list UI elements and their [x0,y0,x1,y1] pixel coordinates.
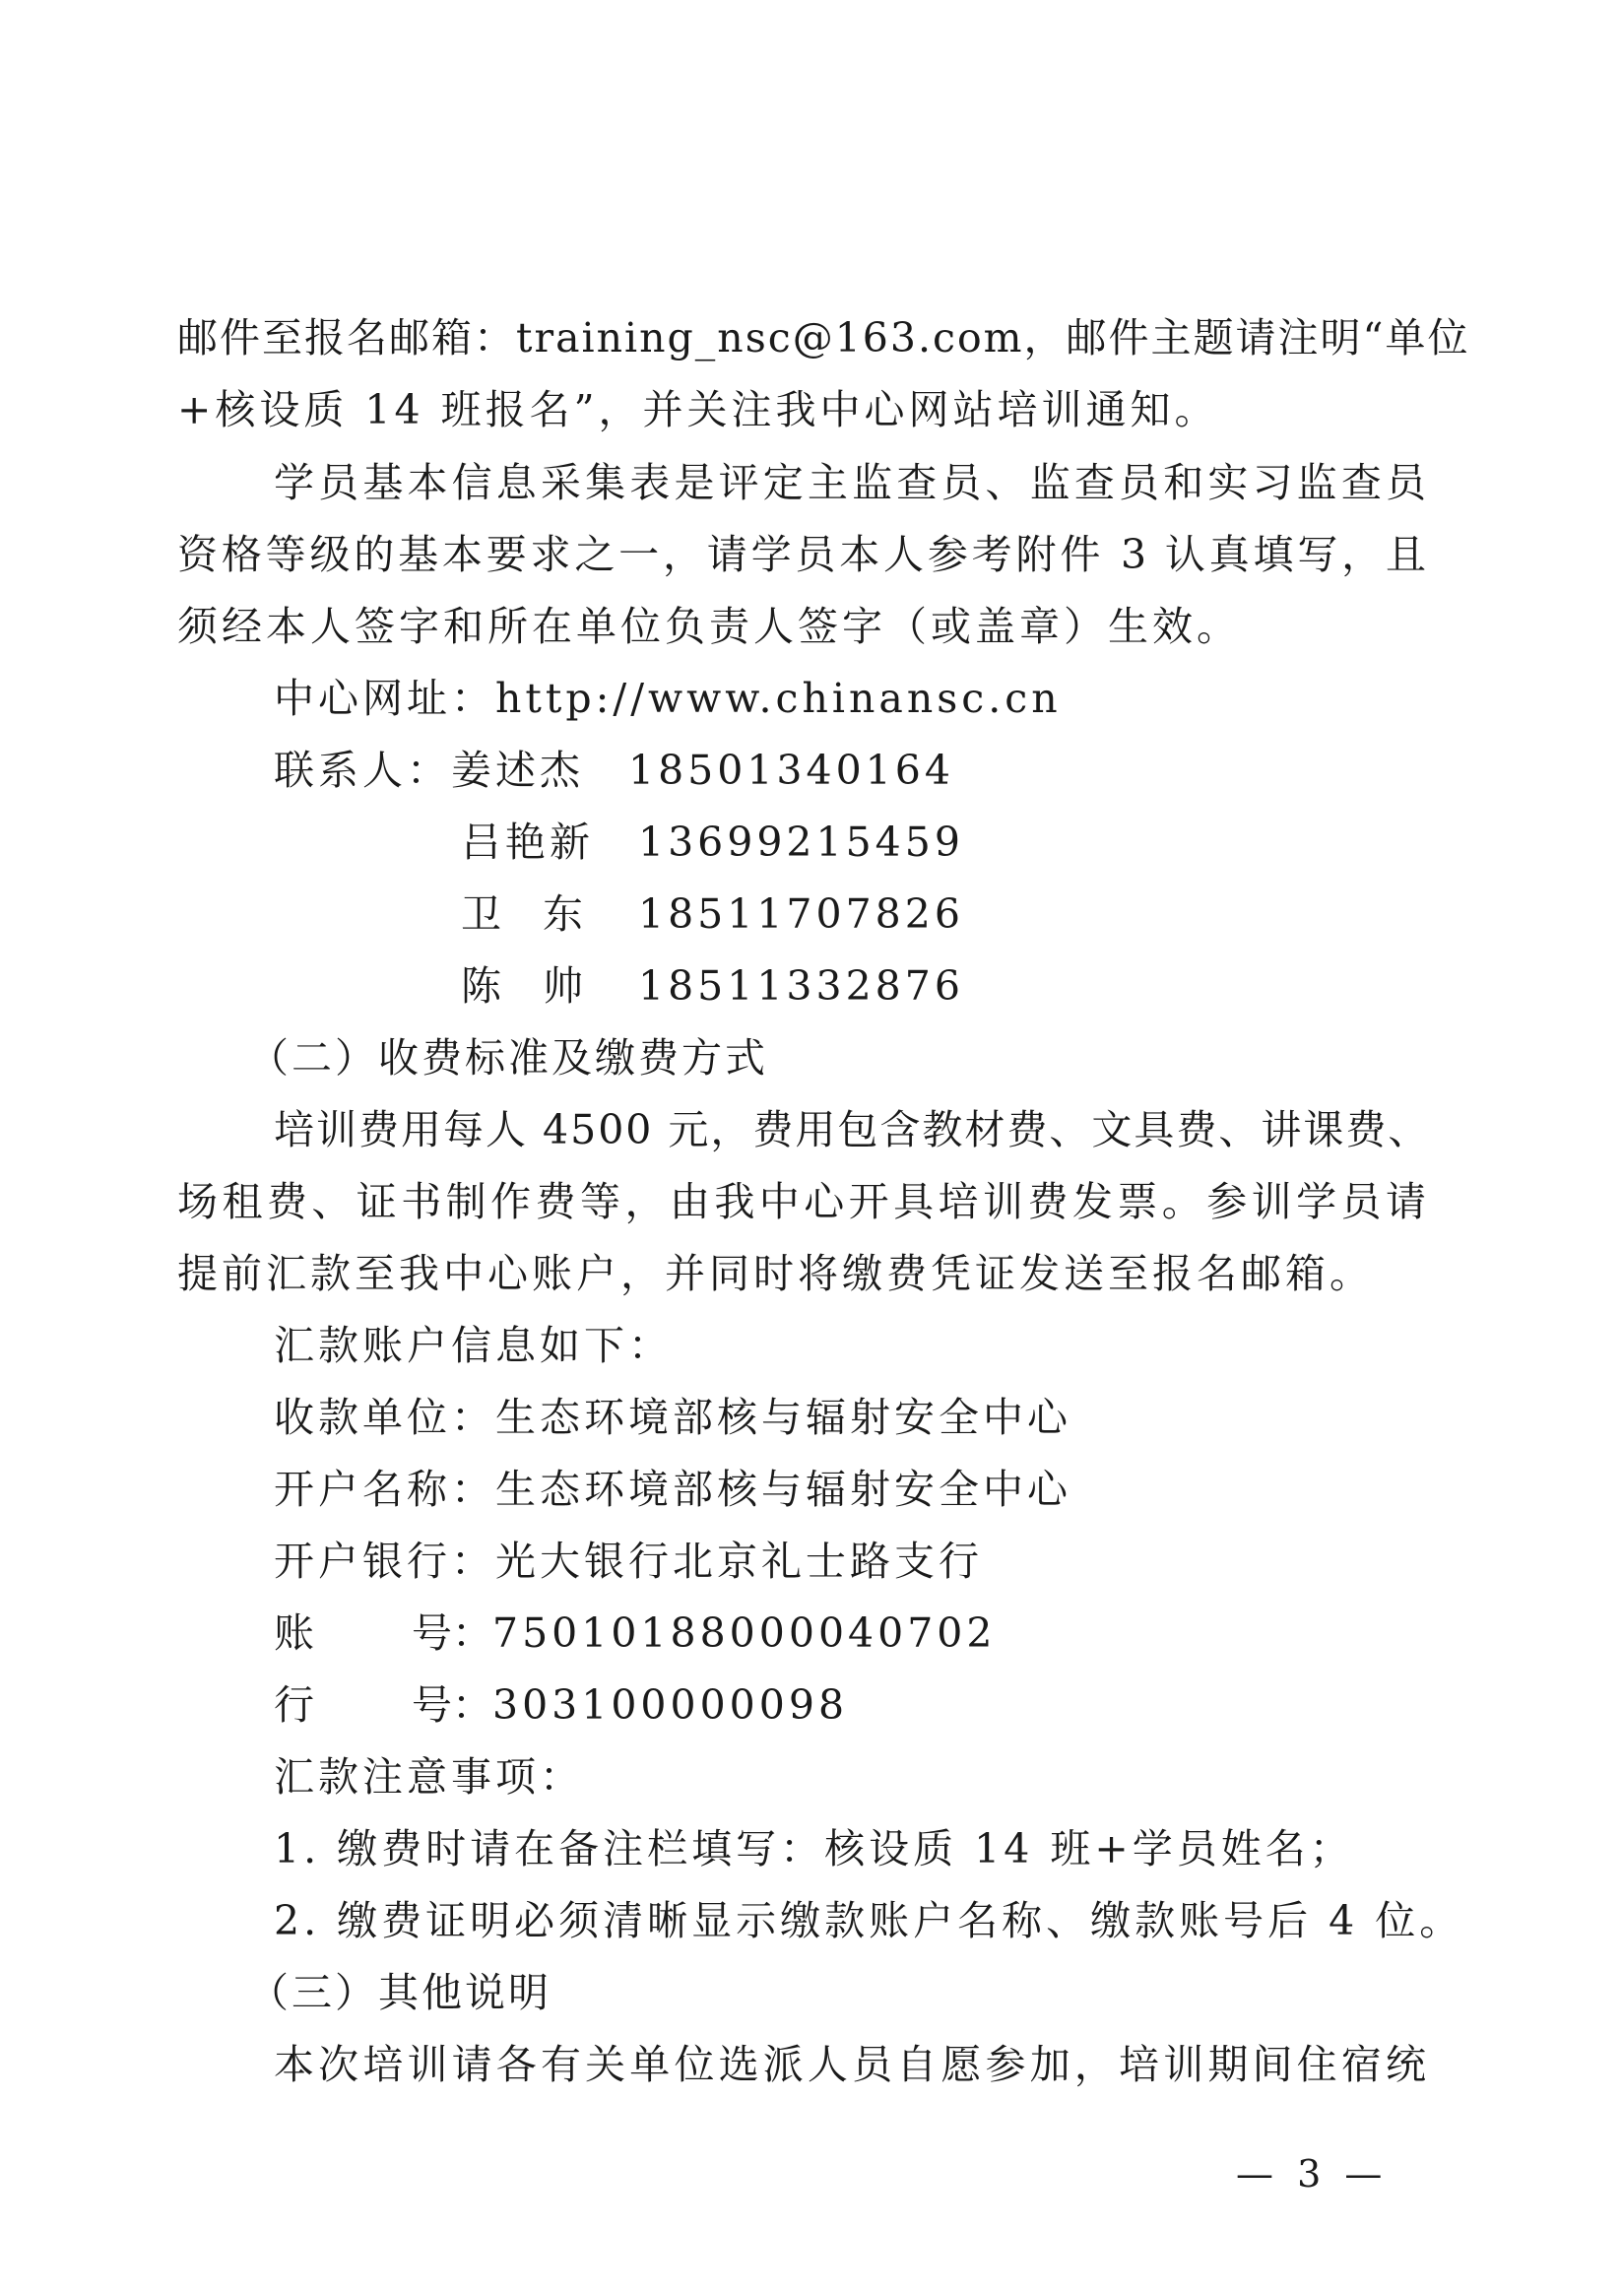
page-number: — 3 — [1236,2152,1389,2196]
account-number-row [274,1606,1524,1661]
contact-name: 姜述杰 [451,747,584,794]
website-line: 中心网址：http://www.chinansc.cn [274,675,1062,722]
account-bank: 开户银行：光大银行北京礼士路支行 [274,1538,983,1585]
section-heading-fees: （二）收费标准及缴费方式 [248,1034,768,1082]
fees-line-2: 场租费、证书制作费等，由我中心开具培训费发票。参训学员请 [177,1178,1428,1225]
contact-row-2 [461,815,1621,870]
account-payee: 收款单位：生态环境部核与辐射安全中心 [274,1394,1071,1441]
contact-phone: 13699215459 [638,819,964,866]
account-number-label-1: 账 [274,1609,314,1657]
account-number: 75010188000040702 [492,1609,997,1657]
contact-row-4 [461,958,1621,1014]
paragraph-line-5: 须经本人签字和所在单位负责人签字（或盖章）生效。 [177,603,1241,650]
bank-number-label-2: 号： [412,1681,492,1729]
paragraph-line-4: 资格等级的基本要求之一，请学员本人参考附件 3 认真填写，且 [177,531,1428,578]
paragraph-line-2: +核设质 14 班报名”，并关注我中心网站培训通知。 [177,386,1219,433]
contact-name: 吕艳新 [461,819,594,866]
notes-title: 汇款注意事项： [274,1753,584,1801]
fees-line-3: 提前汇款至我中心账户，并同时将缴费凭证发送至报名邮箱。 [177,1250,1374,1297]
contact-phone: 18511332876 [638,962,964,1010]
bank-number: 303100000098 [492,1681,849,1729]
note-item-1: 1. 缴费时请在备注栏填写：核设质 14 班+学员姓名； [274,1825,1354,1872]
section-heading-other: （三）其他说明 [248,1969,551,2016]
fees-line-1: 培训费用每人 4500 元，费用包含教材费、文具费、讲课费、 [274,1106,1431,1153]
contact-name: 陈帅 [461,962,624,1010]
contact-name: 卫东 [461,890,624,938]
contacts-label: 联系人： [274,747,451,794]
contact-row-1 [274,743,1524,798]
contact-row-3 [461,886,1621,942]
contact-phone: 18511707826 [638,890,964,938]
paragraph-line-3: 学员基本信息采集表是评定主监查员、监查员和实习监查员 [274,459,1428,506]
bank-number-label-1: 行 [274,1681,314,1729]
other-line-1: 本次培训请各有关单位选派人员自愿参加，培训期间住宿统 [274,2041,1428,2088]
bank-number-row [274,1677,1524,1733]
contact-phone: 18501340164 [628,747,954,794]
note-item-2: 2. 缴费证明必须清晰显示缴款账户名称、缴款账号后 4 位。 [274,1897,1464,1944]
account-number-label-2: 号： [412,1609,492,1657]
account-intro: 汇款账户信息如下： [274,1322,673,1369]
account-name: 开户名称：生态环境部核与辐射安全中心 [274,1466,1071,1513]
paragraph-line-1: 邮件至报名邮箱：training_nsc@163.com，邮件主题请注明“单位 [177,314,1470,361]
